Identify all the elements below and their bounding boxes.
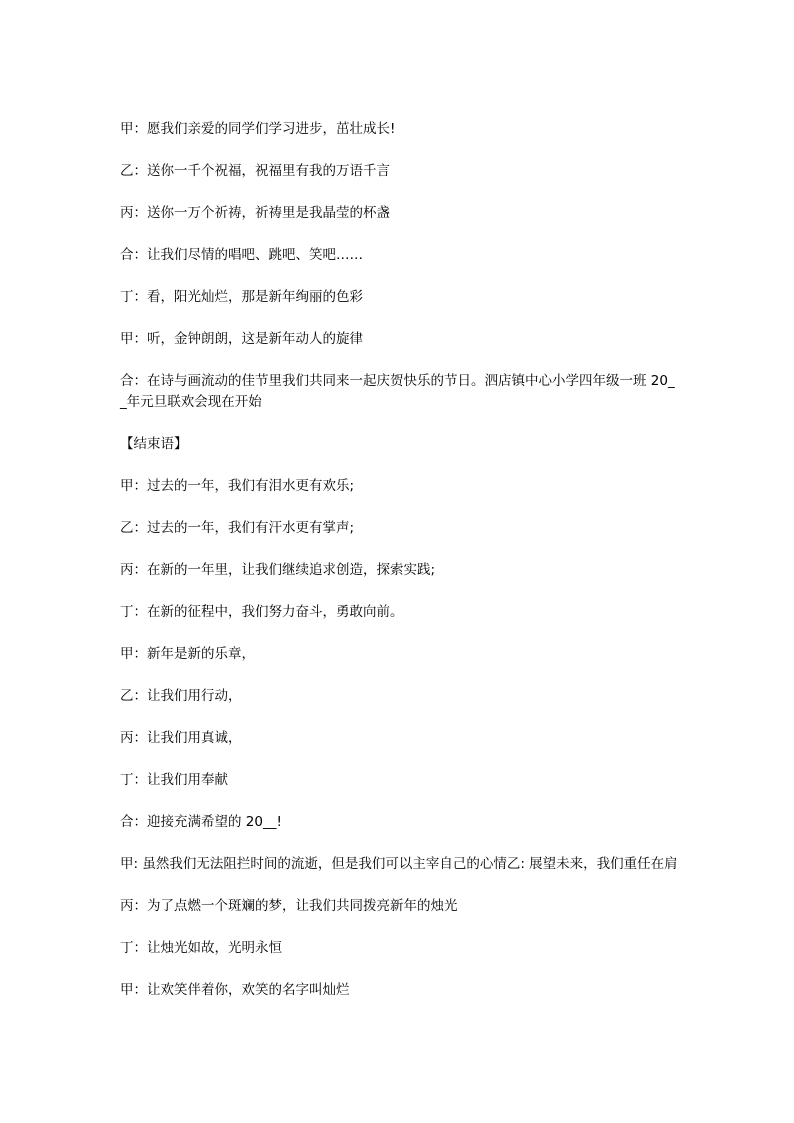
paragraph-laughter-jia: 甲：让欢笑伴着你，欢笑的名字叫灿烂	[120, 982, 350, 998]
document-body	[120, 119, 680, 1022]
paragraph-candle-ding: 丁：让烛光如故，光明永恒	[120, 940, 282, 956]
paragraph-sunshine-ding: 丁：看，阳光灿烂，那是新年绚丽的色彩	[120, 289, 363, 305]
paragraph-past-year-jia: 甲：过去的一年，我们有泪水更有欢乐;	[120, 478, 355, 494]
paragraph-time-jia: 甲: 虽然我们无法阻拦时间的流逝，但是我们可以主宰自己的心情乙: 展望未来，我们重任在肩	[120, 856, 678, 872]
paragraph-action-yi: 乙：让我们用行动，	[120, 688, 242, 704]
paragraph-greeting-jia: 甲：愿我们亲爱的同学们学习进步，茁壮成长!	[120, 121, 396, 137]
section-heading-closing: 【结束语】	[120, 436, 188, 452]
paragraph-new-year-bing: 丙：在新的一年里，让我们继续追求创造，探索实践;	[120, 562, 436, 578]
paragraph-blessing-yi: 乙：送你一千个祝福，祝福里有我的万语千言	[120, 163, 390, 179]
paragraph-sincerity-bing: 丙：让我们用真诚，	[120, 730, 242, 746]
paragraph-welcome-chorus: 合：迎接充满希望的 20__!	[120, 814, 282, 830]
paragraph-chorus-sing: 合：让我们尽情的唱吧、跳吧、笑吧……	[120, 247, 363, 263]
paragraph-prayer-bing: 丙：送你一万个祈祷，祈祷里是我晶莹的杯盏	[120, 205, 390, 221]
paragraph-new-journey-ding: 丁：在新的征程中，我们努力奋斗，勇敢向前。	[120, 604, 404, 620]
paragraph-bells-jia: 甲：听，金钟朗朗，这是新年动人的旋律	[120, 331, 363, 347]
paragraph-opening-chorus: 合：在诗与画流动的佳节里我们共同来一起庆贺快乐的节日。泗店镇中心小学四年级一班 20__年元旦联欢会现在开始	[120, 373, 675, 410]
paragraph-dedication-ding: 丁：让我们用奉献	[120, 772, 228, 788]
paragraph-new-chapter-jia: 甲：新年是新的乐章，	[120, 646, 255, 662]
paragraph-dream-bing: 丙：为了点燃一个斑斓的梦，让我们共同拨亮新年的烛光	[120, 898, 458, 914]
paragraph-past-year-yi: 乙：过去的一年，我们有汗水更有掌声;	[120, 520, 355, 536]
